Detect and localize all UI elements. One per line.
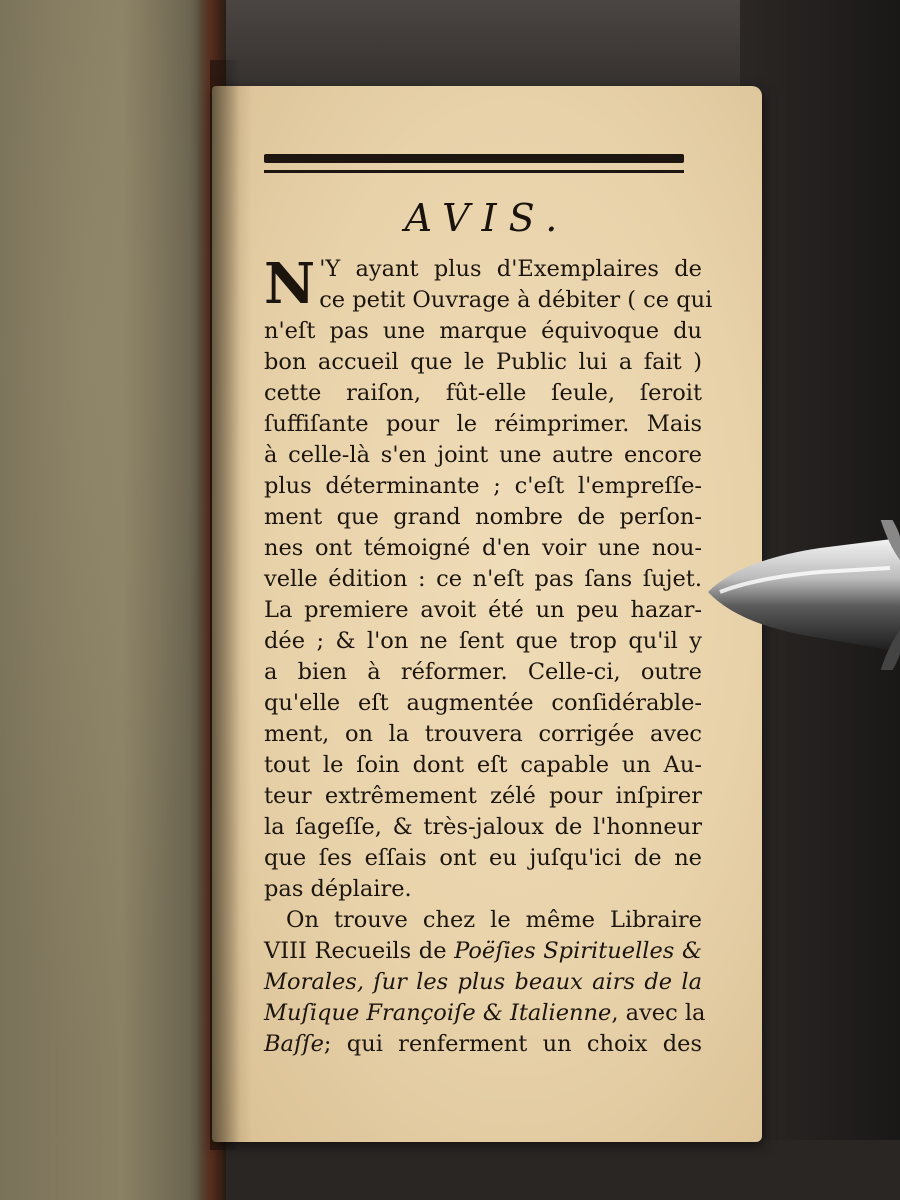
- header-rule-thin: [264, 170, 684, 173]
- text-line: [264, 998, 706, 1029]
- text-run-italic: Muſique Françoiſe & Italienne: [264, 1000, 612, 1026]
- text-run: , avec la: [611, 1000, 706, 1026]
- text-line-para2-start: On trouve chez le même Libraire: [286, 907, 702, 933]
- drop-cap: N: [264, 251, 316, 317]
- text-line: [264, 936, 702, 967]
- text-run: ; qui renferment un choix des: [323, 1031, 702, 1057]
- text-line: n'eſt pas une marque équivoque du: [264, 318, 702, 344]
- text-run-italic: Poëſies Spirituelles &: [454, 938, 702, 964]
- text-line: ment que grand nombre de perſon-: [264, 504, 702, 530]
- text-line: velle édition : ce n'eſt pas ſans ſujet.: [264, 566, 702, 592]
- text-line: nes ont témoigné d'en voir une nou-: [264, 535, 702, 561]
- text-line: cette raiſon, fût-elle ſeule, ſeroit: [264, 380, 702, 406]
- text-run: VIII Recueils de: [264, 938, 455, 964]
- text-line-italic: Morales, ſur les plus beaux airs de la: [264, 969, 702, 995]
- text-line: ce petit Ouvrage à débiter ( ce qui: [319, 287, 713, 313]
- page-title: AVIS.: [404, 196, 570, 240]
- text-line: La premiere avoit été un peu hazar-: [264, 597, 702, 623]
- book-page: [212, 86, 762, 1142]
- text-line: dée ; & l'on ne ſent que trop qu'il y: [264, 628, 702, 654]
- text-line-para-end: pas déplaire.: [264, 876, 412, 902]
- spine-shadow: [210, 60, 240, 1150]
- book-cover-left: [0, 0, 222, 1200]
- text-line: ment, on la trouvera corrigée avec: [264, 721, 702, 747]
- text-run-italic: Baſſe: [264, 1031, 324, 1057]
- text-line: qu'elle eſt augmentée conſidérable-: [264, 690, 702, 716]
- text-line: bon accueil que le Public lui a fait ): [264, 349, 702, 375]
- header-rule-thick: [264, 154, 684, 163]
- text-line: la ſageſſe, & très-jaloux de l'honneur: [264, 814, 702, 840]
- text-line-first: 'Y ayant plus d'Exemplaires de: [319, 256, 702, 282]
- text-line: à celle-là s'en joint une autre encore: [264, 442, 702, 468]
- background-bottom: [210, 1140, 900, 1200]
- text-line: a bien à réformer. Celle-ci, outre: [264, 659, 702, 685]
- text-line: que ſes eſſais ont eu juſqu'ici de ne: [264, 845, 702, 871]
- page-clip-icon: [700, 520, 900, 670]
- text-line: teur extrêmement zélé pour inſpirer: [264, 783, 702, 809]
- text-line: [264, 1029, 702, 1060]
- text-line: ſuffiſante pour le réimprimer. Mais: [264, 411, 702, 437]
- text-line: tout le ſoin dont eſt capable un Au-: [264, 752, 702, 778]
- text-line: plus déterminante ; c'eſt l'empreſſe-: [264, 473, 702, 499]
- body-text: [264, 251, 713, 1060]
